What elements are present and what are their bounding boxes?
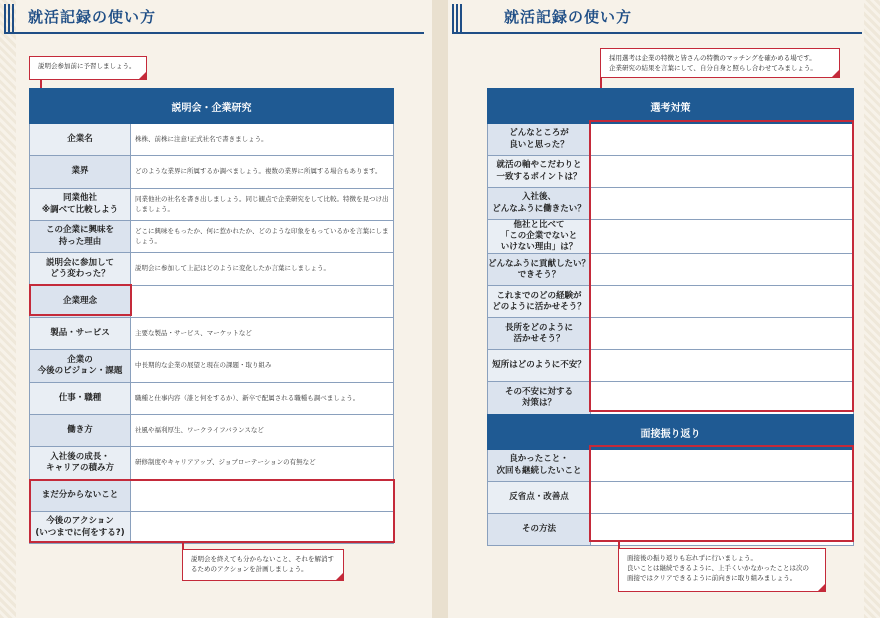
row-label: 今後のアクション (いつまでに何をする?) — [30, 512, 131, 544]
right-bottom-note-line3: 面接ではクリアできるように前向きに取り組みましょう。 — [627, 574, 797, 583]
row-label: 良かったこと・ 次回も継続したいこと — [488, 450, 591, 482]
table-row — [488, 124, 854, 156]
interview-review-table — [487, 414, 854, 546]
bottom-note — [182, 549, 344, 581]
table-row — [488, 482, 854, 514]
row-label: 入社後の成長・ キャリアの積み方 — [30, 447, 131, 480]
row-label: その不安に対する 対策は？ — [488, 382, 591, 415]
row-label: どんなところが 良いと思った？ — [488, 124, 591, 156]
table-row — [488, 156, 854, 188]
right-bottom-note — [618, 548, 826, 592]
table-row — [30, 350, 394, 383]
row-value-field[interactable]: 社風や福利厚生、ワークライフバランスなど — [131, 415, 394, 447]
row-label: 説明会に参加して どう変わった？ — [30, 253, 131, 286]
table-header: 説明会・企業研究 — [30, 89, 394, 124]
row-value-field[interactable] — [591, 482, 854, 514]
right-bottom-note-line2: 良いことは継続できるように、上手くいかなかったことは次の — [627, 564, 809, 573]
row-value-field[interactable]: 職種と仕事内容（誰と何をするか）、新卒で配属される職種も調べましょう。 — [131, 383, 394, 415]
row-label: これまでのどの経験が どのように活かせそう？ — [488, 286, 591, 318]
top-note-text: 説明会参加前に予習しましょう。 — [38, 62, 136, 70]
row-value-field[interactable]: 中長期的な企業の展望と現在の課題・取り組み — [131, 350, 394, 383]
table-row — [488, 350, 854, 382]
row-value-field[interactable]: 研修制度やキャリアアップ、ジョブローテーションの有無など — [131, 447, 394, 480]
title-bars-icon — [4, 4, 14, 34]
table-row — [488, 254, 854, 286]
row-value-field[interactable] — [591, 188, 854, 220]
row-value-field[interactable] — [591, 254, 854, 286]
row-value-field[interactable]: どこに興味をもったか、何に惹かれたか、どのような印象をもっているかを言葉にしましょう。 — [131, 221, 394, 253]
table-header: 選考対策 — [488, 89, 854, 124]
title-bars-icon — [452, 4, 462, 34]
table-row — [30, 480, 394, 512]
row-label: その方法 — [488, 514, 591, 546]
table-row — [30, 156, 394, 189]
table-row — [30, 512, 394, 544]
row-label: 長所をどのように 活かせそう？ — [488, 318, 591, 350]
left-title-bar — [4, 4, 424, 34]
page-title: 就活記録の使い方 — [28, 8, 157, 26]
table-row — [488, 220, 854, 254]
book-gutter — [432, 0, 448, 618]
row-label: 同業他社 ※調べて比較しよう — [30, 189, 131, 221]
table-header: 面接振り返り — [488, 415, 854, 450]
company-research-table — [29, 88, 394, 544]
table-row — [488, 382, 854, 415]
left-margin-pattern — [0, 0, 16, 618]
row-label: 仕事・職種 — [30, 383, 131, 415]
table-row — [30, 383, 394, 415]
table-row — [30, 286, 394, 318]
table-row — [488, 318, 854, 350]
table-row — [30, 318, 394, 350]
row-label: 企業名 — [30, 124, 131, 156]
right-margin-pattern — [864, 0, 880, 618]
row-label: 入社後、 どんなふうに働きたい？ — [488, 188, 591, 220]
table-row — [30, 124, 394, 156]
row-value-field[interactable]: 同業他社の社名を書き出しましょう。同じ観点で企業研究をして比較。特徴を見つけ出しましょう。 — [131, 189, 394, 221]
selection-prep-table — [487, 88, 854, 415]
row-value-field[interactable]: 株株、前株に注意!正式社名で書きましょう。 — [131, 124, 394, 156]
row-value-field[interactable] — [591, 350, 854, 382]
table-row — [488, 188, 854, 220]
row-value-field[interactable] — [131, 480, 394, 512]
row-value-field[interactable] — [591, 450, 854, 482]
bottom-note-text: 説明会を終えても分からないこと、それを解消するためのアクションを計画しましょう。 — [191, 555, 334, 574]
row-label: 短所はどのように不安？ — [488, 350, 591, 382]
row-label: この企業に興味を 持った理由 — [30, 221, 131, 253]
row-label: 製品・サービス — [30, 318, 131, 350]
table-row — [30, 447, 394, 480]
row-label: どんなふうに貢献したい？ できそう？ — [488, 254, 591, 286]
row-value-field[interactable] — [131, 286, 394, 318]
row-value-field[interactable] — [591, 514, 854, 546]
table-row — [30, 221, 394, 253]
row-value-field[interactable] — [591, 286, 854, 318]
top-note — [29, 56, 147, 80]
row-value-field[interactable] — [591, 318, 854, 350]
row-value-field[interactable]: 主要な製品・サービス、マーケットなど — [131, 318, 394, 350]
row-value-field[interactable] — [131, 512, 394, 544]
row-label: 企業の 今後のビジョン・課題 — [30, 350, 131, 383]
row-value-field[interactable]: 説明会に参加して上記はどのように変化したか言葉にしましょう。 — [131, 253, 394, 286]
row-value-field[interactable] — [591, 156, 854, 188]
row-label: 就活の軸やこだわりと 一致するポイントは？ — [488, 156, 591, 188]
row-label: 業界 — [30, 156, 131, 189]
right-top-note — [600, 48, 840, 78]
table-row — [30, 189, 394, 221]
table-row — [488, 450, 854, 482]
table-row — [30, 415, 394, 447]
row-label: 他社と比べて 「この企業でないと いけない理由」は？ — [488, 220, 591, 254]
row-label: 反省点・改善点 — [488, 482, 591, 514]
page-title: 就活記録の使い方 — [504, 8, 633, 26]
table-row — [30, 253, 394, 286]
row-value-field[interactable] — [591, 220, 854, 254]
table-row — [488, 514, 854, 546]
row-label: 働き方 — [30, 415, 131, 447]
right-top-note-line2: 企業研究の結果を言葉にして、自分自身と照らし合わせてみましょう。 — [609, 64, 817, 73]
table-row — [488, 286, 854, 318]
right-title-bar — [452, 4, 862, 34]
right-bottom-note-line1: 面接後の振り返りも忘れずに行いましょう。 — [627, 554, 757, 562]
right-top-note-line1: 採用選考は企業の特徴と皆さんの特徴のマッチングを確かめる場です。 — [609, 54, 816, 62]
row-value-field[interactable] — [591, 382, 854, 415]
row-label: 企業理念 — [30, 286, 131, 318]
row-label: まだ分からないこと — [30, 480, 131, 512]
row-value-field[interactable] — [591, 124, 854, 156]
row-value-field[interactable]: どのような業界に所属するか調べましょう。複数の業界に所属する場合もあります。 — [131, 156, 394, 189]
